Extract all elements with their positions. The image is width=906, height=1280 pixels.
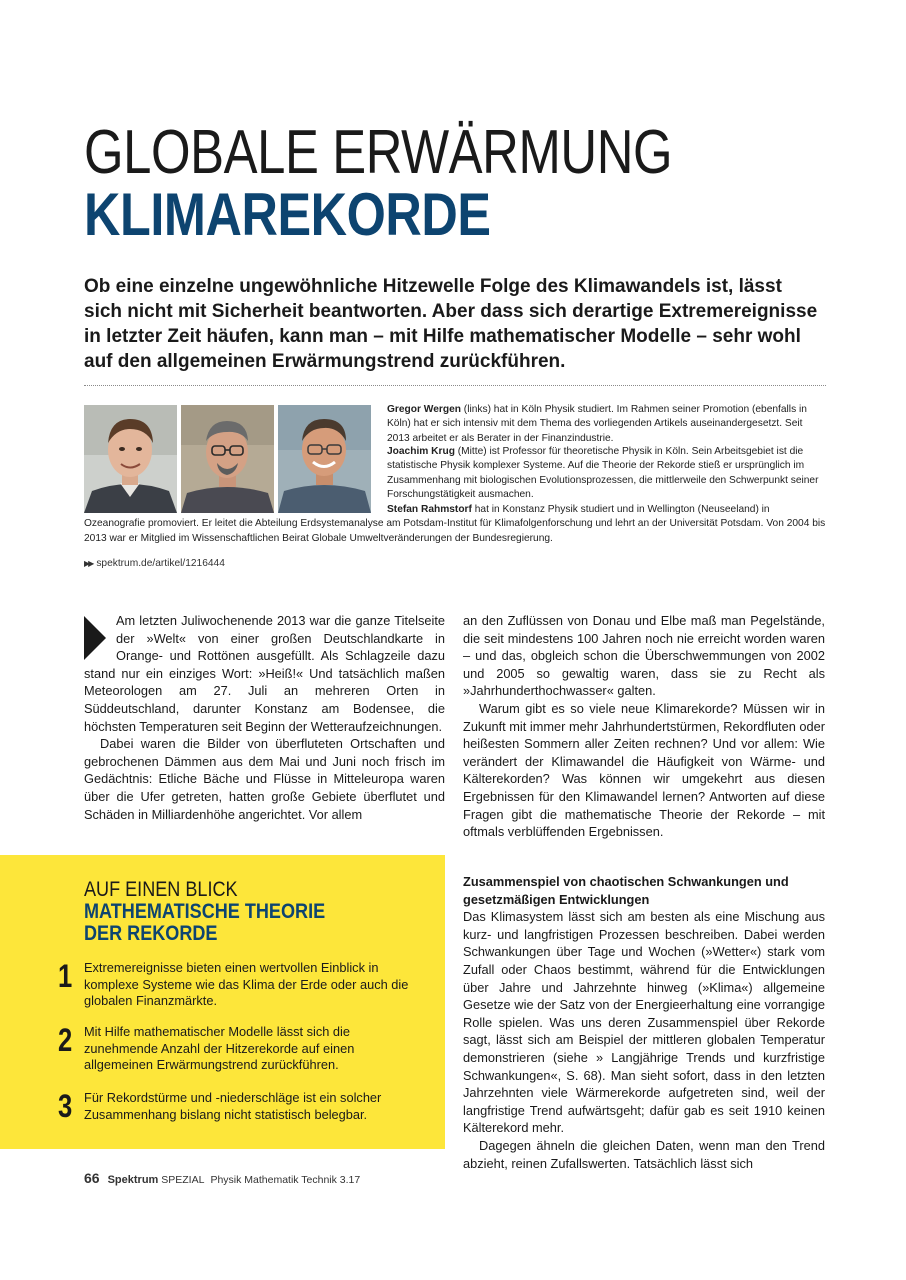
section-subheading: Zusammenspiel von chaotischen Schwankungen und gesetzmäßigen Entwicklungen [463,874,789,907]
author-bio-text: (Mitte) ist Professor für theoretische Physik in Köln. Sein Arbeitsgebiet ist die statistische Physik komplexer Systeme. Auf die Theorie der Rekorde stieß er ursprünglich im Zusammenhang mit biologischen Evolutionsprozessen, die mittlerweile den Schwerpunkt seiner Forschungstätigkeit ausmachen. [387,446,819,501]
body-column-right [463,612,825,841]
summary-point-number: 1 [58,958,73,994]
body-paragraph: Dabei waren die Bilder von überfluteten Ortschaften und gebrochenen Dämmen aus dem Mai und Juni noch frisch im Gedächtnis: Etliche Bäche und Flüsse in Mitteleuropa waren über die Ufer getreten, hatten große Gebiete überflutet und Schäden in Milliardenhöhe angerichtet. Vor allem [84,736,445,822]
page-footer [84,1170,360,1186]
magazine-brand: Spektrum [107,1174,159,1186]
body-paragraph: Am letzten Juliwochenende 2013 war die ganze Titelseite der »Welt« von einer großen Deutschlandkarte in Orange- und Rottönen ausgefüllt. Als Schlagzeile dazu stand nur ein einziges Wort: »Heiß!« Und tatsächlich maßen Meteorologen am 27. Juli an mehreren Orten in Süddeutschland, darunter Konstanz am Bodensee, die höchsten Temperaturen seit Beginn der Wetteraufzeichnungen. [84,613,445,734]
article-title: KLIMAREKORDE [84,181,491,248]
body-paragraph: Das Klimasystem lässt sich am besten als eine Mischung aus kurz- und langfristigen Prozessen beschreiben. Dabei werden Schwankungen über Tage und Wochen (»Wetter«) stark vom Zufall oder Chaos bestimmt, während für die Entwicklungen über Jahre und Jahrzehnte hinweg (»Klima«) allgemeine Gesetze wie der Satz von der Energieerhaltung eine vorrangige Rolle spielen. Was uns deren Zusammenspiel über Rekorde sagt, lässt sich am Beispiel der mittleren globalen Temperatur demonstrieren (siehe » Langjährige Trends und kurzfristige Schwankungen«, S. 68). Man sieht sofort, dass in den letzten Jahrzehnten viele Wärmerekorde aufgetreten sind, weil der langfristige Trend aufwärtsgeht; dafür gab es seit 1910 keinen Kälterekord mehr. [463,909,825,1136]
summary-point-text: Für Rekordstürme und -niederschläge ist ein solcher Zusammenhang bislang nicht statistisch belegbar. [84,1090,382,1122]
author-name: Gregor Wergen [387,404,461,415]
dotted-divider [84,385,826,386]
author-name: Stefan Rahmstorf [387,504,472,515]
author-photo-wergen [84,405,177,513]
page-number: 66 [84,1170,100,1186]
author-bio-rahmstorf [84,503,826,546]
summary-box-kicker: AUF EINEN BLICK [84,878,238,901]
author-bio-wergen [387,403,827,446]
article-lead: Ob eine einzelne ungewöhnliche Hitzewelle Folge des Klimawandels ist, lässt sich nicht mit Sicherheit beantworten. Aber dass sich derartige Extremereignisse in letzter Zeit häufen, kann man – mit Hilfe mathematischer Modelle – sehr wohl auf den allgemeinen Erwärmungstrend zurückführen. [84,276,818,372]
article-kicker: GLOBALE ERWÄRMUNG [84,118,673,187]
magazine-issue: Physik Mathematik Technik 3.17 [210,1174,361,1186]
play-triangle-icon [84,616,106,660]
body-column-right-lower [463,873,825,1172]
author-photo-krug [181,405,274,513]
author-name: Joachim Krug [387,446,455,457]
summary-box-title: MATHEMATISCHE THEORIE DER REKORDE [84,900,326,945]
body-column-left [84,612,445,823]
summary-point-text: Extremereignisse bieten einen wertvollen Einblick in komplexe Systeme wie das Klima der Erde oder auch die globalen Finanzmärkte. [84,960,409,1009]
summary-point-number: 3 [58,1088,73,1124]
magazine-brand-suffix: SPEZIAL [161,1174,205,1186]
summary-point-text: Mit Hilfe mathematischer Modelle lässt sich die zunehmende Anzahl der Hitzerekorde auf einen allgemeinen Erwärmungstrend zurückführen. [84,1024,355,1073]
body-paragraph: Warum gibt es so viele neue Klimarekorde? Müssen wir in Zukunft mit immer mehr Jahrhundertstürmen, Rekordfluten oder heißesten Sommern aller Zeiten rechnen? Und vor allem: Wie verändert der Klimawandel die Häufigkeit von Wärme- und Kälterekorden? Was können wir umgekehrt aus diesen Ergebnissen für den Klimawandel lernen? Antworten auf diese Fragen gibt die mathematische Theorie der Rekorde – mit oftmals verblüffenden Ergebnissen. [463,700,826,840]
author-bio-text: (links) hat in Köln Physik studiert. Im Rahmen seiner Promotion (ebenfalls in Köln) hat er sich intensiv mit dem Thema des vorliegenden Artikels auseinandergesetzt. Seit 2013 arbeitet er als Berater in der Finanzindustrie. [387,404,807,444]
weblink-text[interactable]: spektrum.de/artikel/1216444 [96,558,225,569]
summary-point-number: 2 [58,1022,73,1058]
body-paragraph: Dagegen ähneln die gleichen Daten, wenn man den Trend abzieht, reinen Zufallswerten. Tatsächlich lässt sich [463,1137,825,1171]
author-photo-rahmstorf [278,405,371,513]
double-arrow-icon: ▶▶ [84,559,93,568]
body-paragraph: an den Zuflüssen von Donau und Elbe maß man Pegelstände, die seit mindestens 100 Jahren noch nie erreicht worden waren – und das, obgleich schon die Überschwemmungen von 2002 und 2005 so gewaltig waren, dass sie zu Recht als »Jahrhunderthochwasser« galten. [463,613,825,699]
author-bio-krug [387,445,827,503]
article-weblink[interactable] [84,558,225,569]
author-bio-text: hat in Konstanz Physik studiert und in Wellington (Neuseeland) in Ozeanografie promoviert. Er leitet die Abteilung Erdsystemanalyse am Potsdam-Institut für Klimafolgenforschung und lehrt an der Universität Potsdam. Von 2004 bis 2013 war er Mitglied im Wissenschaftlichen Beirat Globale Umweltveränderungen der Bundesregierung. [84,504,826,544]
